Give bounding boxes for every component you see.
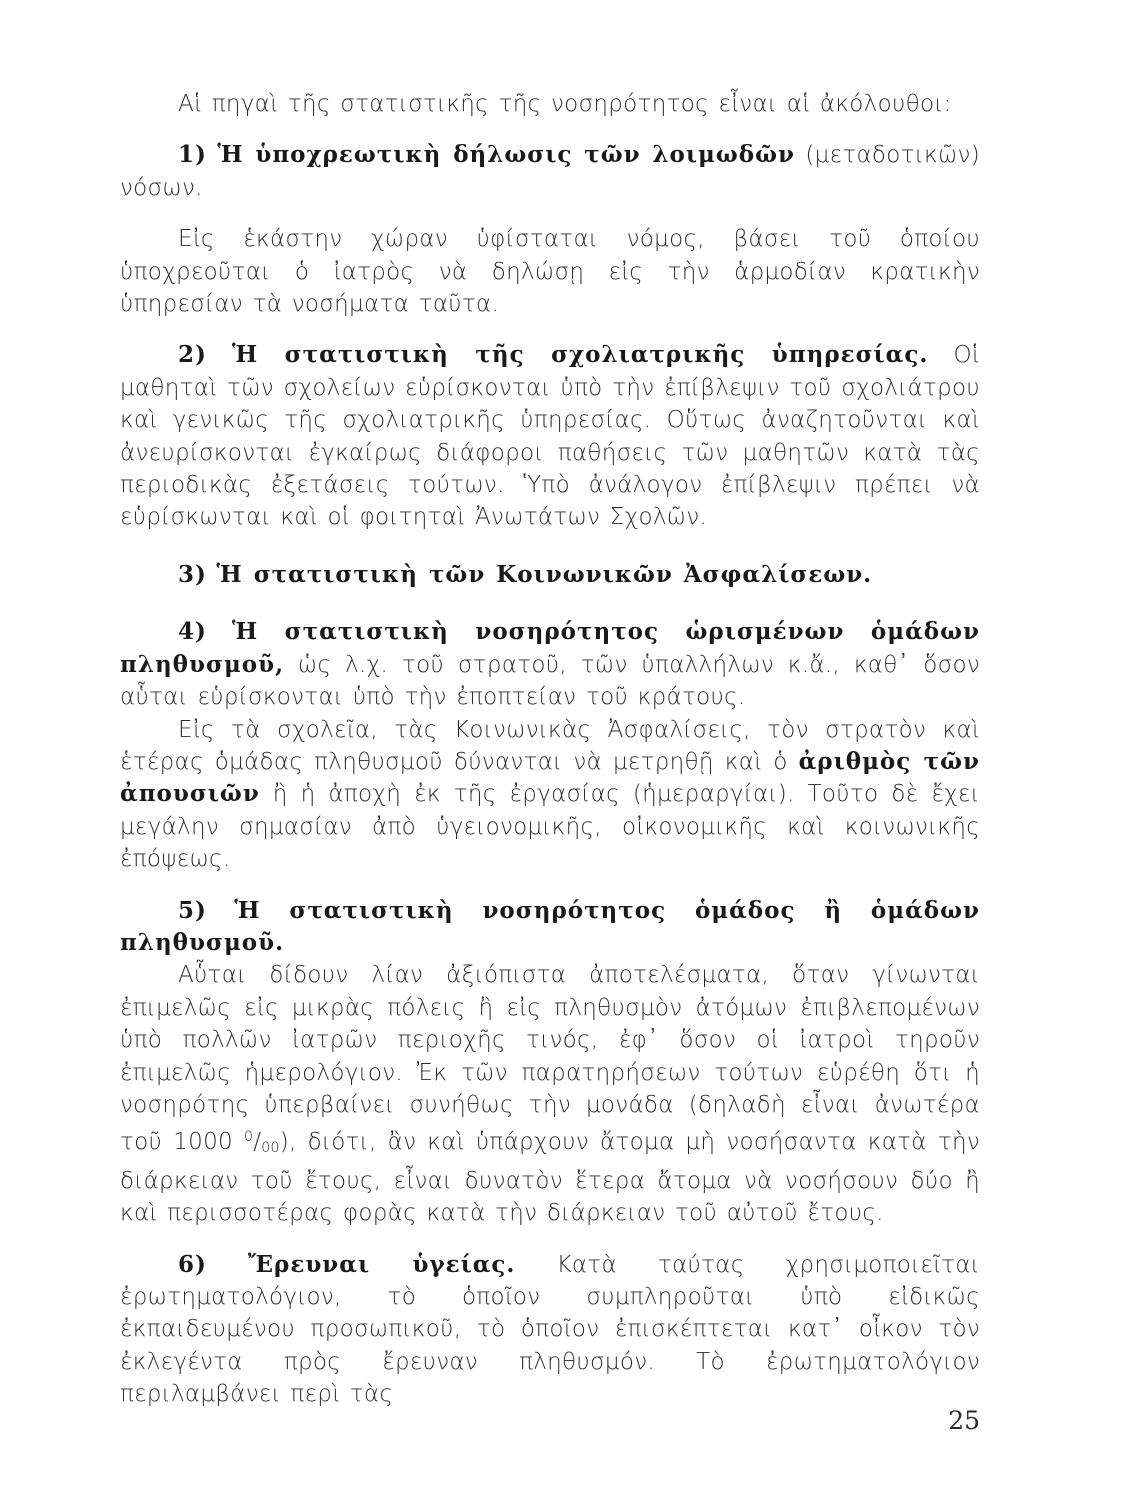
section-4-heading: Ἡ στατιστικὴ νοσηρότητος ὡρισμένων ὁμάδων πληθυσμοῦ, xyxy=(120,618,980,678)
section-3-number: 3) xyxy=(178,560,207,588)
section-6 xyxy=(120,1249,980,1411)
section-1-number: 1) xyxy=(178,141,207,169)
page-number: 25 xyxy=(948,1406,980,1435)
section-2-heading: Ἡ στατιστικὴ τῆς σχολιατρικῆς ὑπηρεσίας. xyxy=(231,341,929,369)
section-4-number: 4) xyxy=(178,618,207,646)
section-1-heading-rest: (μεταδοτικῶν) νόσων. xyxy=(120,142,980,201)
section-3-heading: Ἡ στατιστικὴ τῶν Κοινωνικῶν Ἀσφαλίσεων. xyxy=(216,560,873,588)
section-1-paragraph: Εἰς ἑκάστην χώραν ὑφίσταται νόμος, βάσει τοῦ ὁποίου ὑποχρεοῦται ὁ ἰατρὸς νὰ δηλώσῃ εἰς τὴν ἁρμοδίαν κρατικὴν ὑπηρεσίαν τὰ νοσήματα ταῦτα. xyxy=(120,226,980,318)
per-mille-value: 1000 xyxy=(173,1129,233,1156)
section-1-heading: Ἡ ὑποχρεωτικὴ δήλωσις τῶν λοιμωδῶν xyxy=(217,141,795,169)
section-4 xyxy=(120,616,980,713)
section-2-text: Οἱ μαθηταὶ τῶν σχολείων εὑρίσκονται ὑπὸ τὴν ἐπίβλεψιν τοῦ σχολιάτρου καὶ γενικῶς τῆς σχολιατρικῆς ὑπηρεσίας. Οὕτως ἀναζητοῦνται καὶ ἀνευρίσκονται ἐγκαίρως διάφοροι παθήσεις τῶν μαθητῶν κατὰ τὰς περιοδικὰς ἐξετάσεις τούτων. Ὑπὸ ἀνάλογον ἐπίβλεψιν πρέπει νὰ εὑρίσκωνται καὶ οἱ φοιτηταὶ Ἀνωτάτων Σχολῶν. xyxy=(120,342,980,531)
section-5 xyxy=(120,895,980,960)
section-3 xyxy=(120,559,980,591)
section-5-paragraph: Αὗται δίδουν λίαν ἀξιόπιστα ἀποτελέσματα, ὅταν γίνωνται ἐπιμελῶς εἰς μικρὰς πόλεις ἢ εἰς πληθυσμὸν ἀτόμων ἐπιβλεπομένων ὑπὸ πολλῶν ἰατρῶν περιοχῆς τινός, ἐφ᾽ ὅσον οἱ ἰατροὶ τηροῦν ἐπιμελῶς ἡμερολόγιον. Ἐκ τῶν παρατηρήσεων τούτων εὑρέθη ὅτι ἡ νοσηρότης ὑπερβαίνει συνήθως τὴν μονάδα (δηλαδὴ εἶναι ἀνωτέρα τοῦ 1000 $^0/_{00}$), διότι, ἂν καὶ ὑπάρχουν ἄτομα μὴ νοσήσαντα κατὰ τὴν διάρκειαν τοῦ ἔτους, εἶναι δυνατὸν ἕτερα ἄτομα νὰ νοσήσουν δύο ἢ καὶ περισσοτέρας φορὰς κατὰ τὴν διάρκειαν τοῦ αὐτοῦ ἔτους. xyxy=(120,962,980,1227)
section-6-text: Κατὰ ταύτας χρησιμοποιεῖται ἐρωτηματολόγιον, τὸ ὁποῖον συμπληροῦται ὑπὸ εἰδικῶς ἐκπαιδευμένου προσωπικοῦ, τὸ ὁποῖον ἐπισκέπτεται κατ᾽ οἶκον τὸν ἐκλεγέντα πρὸς ἔρευναν πληθυσμόν. Τὸ ἐρωτηματολόγιον περιλαμβάνει περὶ τὰς xyxy=(120,1251,980,1408)
section-5-number: 5) xyxy=(178,896,207,924)
text-column xyxy=(120,88,980,1411)
section-6-heading: Ἔρευναι ὑγείας. xyxy=(247,1250,516,1278)
absences-term: ἀριθμὸς τῶν ἀπουσιῶν xyxy=(120,747,980,808)
section-4-text: ὡς λ.χ. τοῦ στρατοῦ, τῶν ὑπαλλήλων κ.ἄ., καθ᾽ ὅσον αὗται εὑρίσκονται ὑπὸ τὴν ἐποπτείαν τοῦ κράτους. xyxy=(120,651,980,711)
section-4-paragraph: Εἰς τὰ σχολεῖα, τὰς Κοινωνικὰς Ἀσφαλίσεις, τὸν στρατὸν καὶ ἑτέρας ὁμάδας πληθυσμοῦ δύνανται νὰ μετρηθῇ καὶ ὁ ἀριθμὸς τῶν ἀπουσιῶν ἢ ἡ ἀποχὴ ἐκ τῆς ἐργασίας (ἡμεραργίαι). Τοῦτο δὲ ἔχει μεγάλην σημασίαν ἀπὸ ὑγειονομικῆς, οἰκονομικῆς καὶ κοινωνικῆς ἐπόψεως. xyxy=(120,716,980,873)
section-1 xyxy=(120,139,980,204)
section-2-number: 2) xyxy=(178,341,207,369)
per-mille-sign: $^0/_{00}$ xyxy=(244,1129,280,1157)
intro-paragraph: Αἱ πηγαὶ τῆς στατιστικῆς τῆς νοσηρότητος εἶναι αἱ ἀκόλουθοι: xyxy=(178,91,952,117)
section-2 xyxy=(120,339,980,533)
section-5-heading: Ἡ στατιστικὴ νοσηρότητος ὁμάδος ἢ ὁμάδων πληθυσμοῦ. xyxy=(120,896,980,956)
section-6-number: 6) xyxy=(178,1250,207,1278)
